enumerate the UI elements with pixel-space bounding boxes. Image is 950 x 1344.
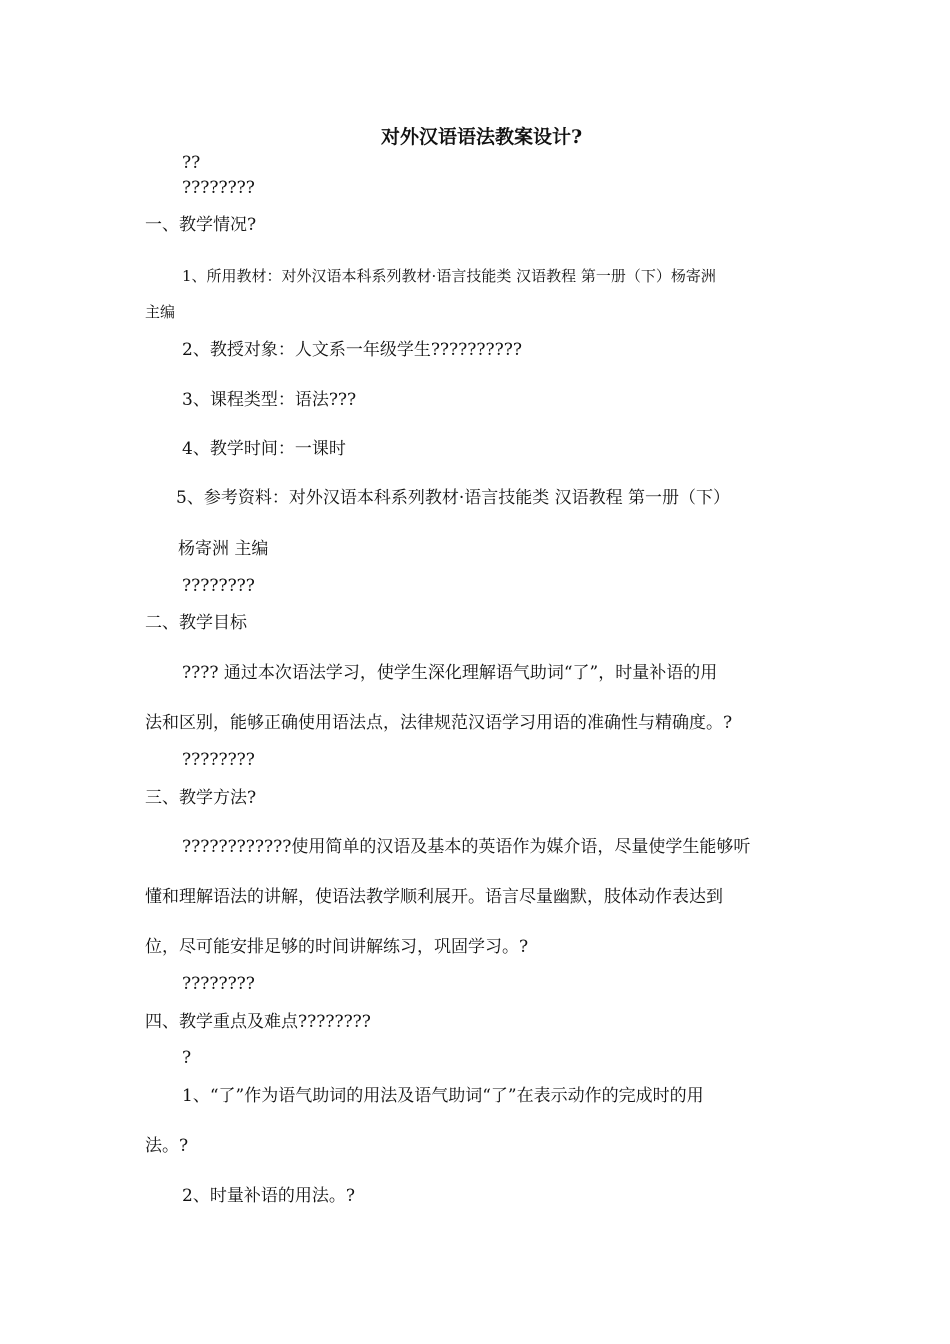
- item-textbook-line-1: 1、所用教材：对外汉语本科系列教材·语言技能类 汉语教程 第一册（下）杨寄洲: [182, 267, 716, 285]
- section-heading-objectives: 二、教学目标: [145, 613, 247, 633]
- placeholder-mark: ????????: [182, 974, 255, 994]
- placeholder-mark: ??: [182, 153, 201, 173]
- section-heading-teaching-situation: 一、教学情况?: [145, 215, 257, 235]
- document-title: 对外汉语语法教案设计?: [381, 126, 583, 148]
- key-point-2: 2、时量补语的用法。?: [182, 1186, 355, 1206]
- objectives-line-1: ???? 通过本次语法学习，使学生深化理解语气助词“了”，时量补语的用: [182, 663, 718, 683]
- item-textbook-line-2: 主编: [145, 303, 176, 321]
- item-references-line-1: 5、参考资料：对外汉语本科系列教材·语言技能类 汉语教程 第一册（下）: [176, 488, 731, 508]
- section-heading-key-points: 四、教学重点及难点????????: [145, 1012, 371, 1032]
- objectives-line-2: 法和区别，能够正确使用语法点，法律规范汉语学习用语的准确性与精确度。?: [145, 713, 733, 733]
- placeholder-mark: ????????: [182, 750, 255, 770]
- key-point-1-line-2: 法。?: [145, 1136, 189, 1156]
- placeholder-mark: ????????: [182, 576, 255, 596]
- section-heading-methods: 三、教学方法?: [145, 788, 257, 808]
- item-course-type: 3、课程类型：语法???: [182, 390, 357, 410]
- item-references-line-2: 杨寄洲 主编: [178, 539, 269, 559]
- key-point-1-line-1: 1、“了”作为语气助词的用法及语气助词“了”在表示动作的完成时的用: [182, 1086, 704, 1106]
- methods-line-2: 懂和理解语法的讲解，使语法教学顺利展开。语言尽量幽默，肢体动作表达到: [145, 887, 723, 907]
- methods-line-1: ????????????使用简单的汉语及基本的英语作为媒介语，尽量使学生能够听: [182, 837, 751, 857]
- item-audience: 2、教授对象：人文系一年级学生??????????: [182, 340, 522, 360]
- placeholder-mark: ????????: [182, 178, 255, 198]
- item-teaching-time: 4、教学时间：一课时: [182, 439, 346, 459]
- placeholder-mark: ?: [182, 1048, 192, 1068]
- methods-line-3: 位，尽可能安排足够的时间讲解练习，巩固学习。?: [145, 937, 529, 957]
